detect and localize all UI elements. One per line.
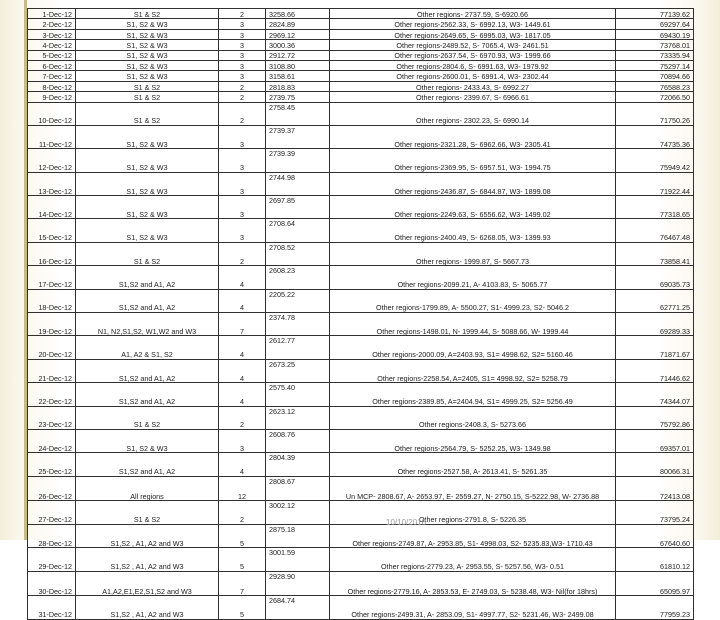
details-cell: Other regions-2249.63, S- 6556.62, W3- 1499.02 xyxy=(330,196,616,219)
max-value-cell: 2575.40 xyxy=(266,383,330,406)
max-value-cell: 2697.85 xyxy=(266,196,330,219)
total-cell: 72066.50 xyxy=(616,92,694,102)
total-cell: 67640.60 xyxy=(616,524,694,547)
table-row xyxy=(28,219,694,242)
table-row xyxy=(28,9,694,19)
date-cell: 29-Dec-12 xyxy=(28,548,76,571)
max-value-cell: 2818.83 xyxy=(266,81,330,91)
max-value-cell: 2205.22 xyxy=(266,289,330,312)
count-cell: 7 xyxy=(219,313,266,336)
total-cell: 70894.66 xyxy=(616,71,694,81)
date-cell: 23-Dec-12 xyxy=(28,406,76,429)
count-cell: 2 xyxy=(219,242,266,265)
max-value-cell: 3258.66 xyxy=(266,9,330,19)
regions-cell: S1, S2 & W3 xyxy=(76,19,219,29)
max-value-cell: 2673.25 xyxy=(266,359,330,382)
date-cell: 7-Dec-12 xyxy=(28,71,76,81)
table-row xyxy=(28,60,694,70)
table-row xyxy=(28,266,694,289)
max-value-cell: 2739.75 xyxy=(266,92,330,102)
details-cell: Other regions-2489.52, S- 7065.4, W3- 2461.51 xyxy=(330,40,616,50)
table-row xyxy=(28,19,694,29)
date-cell: 24-Dec-12 xyxy=(28,429,76,452)
date-cell: 2-Dec-12 xyxy=(28,19,76,29)
max-value-cell: 2739.37 xyxy=(266,125,330,148)
table-row xyxy=(28,453,694,476)
count-cell: 4 xyxy=(219,383,266,406)
max-value-cell: 3001.59 xyxy=(266,548,330,571)
count-cell: 5 xyxy=(219,596,266,619)
max-value-cell: 2875.18 xyxy=(266,524,330,547)
count-cell: 3 xyxy=(219,40,266,50)
total-cell: 77139.62 xyxy=(616,9,694,19)
total-cell: 75949.42 xyxy=(616,149,694,172)
table-row xyxy=(28,71,694,81)
regions-cell: S1,S2 and A1, A2 xyxy=(76,266,219,289)
details-cell: Other regions-2258.54, A=2405, S1= 4998.92, S2= 5258.79 xyxy=(330,359,616,382)
details-cell: Other regions-2804.6, S- 6991.63, W3- 1979.92 xyxy=(330,60,616,70)
regions-cell: S1, S2 & W3 xyxy=(76,429,219,452)
details-cell: Other regions-2099.21, A- 4103.83, S- 5065.77 xyxy=(330,266,616,289)
count-cell: 3 xyxy=(219,149,266,172)
date-cell: 28-Dec-12 xyxy=(28,524,76,547)
date-cell: 26-Dec-12 xyxy=(28,476,76,501)
total-cell: 74344.07 xyxy=(616,383,694,406)
date-cell: 31-Dec-12 xyxy=(28,596,76,619)
regions-cell: S1,S2 , A1, A2 and W3 xyxy=(76,524,219,547)
details-cell: Other regions-2369.95, S- 6957.51, W3- 1994.75 xyxy=(330,149,616,172)
regions-cell: S1,S2 and A1, A2 xyxy=(76,289,219,312)
details-cell: Other regions- 1999.87, S- 5667.73 xyxy=(330,242,616,265)
table-row xyxy=(28,50,694,60)
date-cell: 9-Dec-12 xyxy=(28,92,76,102)
details-cell: Other regions-1498.01, N- 1999.44, S- 5088.66, W- 1999.44 xyxy=(330,313,616,336)
date-cell: 22-Dec-12 xyxy=(28,383,76,406)
daily-data-table xyxy=(27,8,694,620)
date-cell: 5-Dec-12 xyxy=(28,50,76,60)
date-cell: 20-Dec-12 xyxy=(28,336,76,359)
regions-cell: All regions xyxy=(76,476,219,501)
date-cell: 14-Dec-12 xyxy=(28,196,76,219)
count-cell: 4 xyxy=(219,453,266,476)
regions-cell: S1, S2 & W3 xyxy=(76,196,219,219)
max-value-cell: 2612.77 xyxy=(266,336,330,359)
max-value-cell: 2912.72 xyxy=(266,50,330,60)
regions-cell: S1, S2 & W3 xyxy=(76,219,219,242)
details-cell: Other regions-2321.28, S- 6962.66, W3- 2305.41 xyxy=(330,125,616,148)
details-cell: Other regions-2779.23, A- 2953.55, S- 5257.56, W3- 0.51 xyxy=(330,548,616,571)
regions-cell: A1, A2 & S1, S2 xyxy=(76,336,219,359)
regions-cell: S1 & S2 xyxy=(76,102,219,125)
details-cell: Other regions- 2399.67, S- 6966.61 xyxy=(330,92,616,102)
date-cell: 11-Dec-12 xyxy=(28,125,76,148)
date-cell: 19-Dec-12 xyxy=(28,313,76,336)
details-cell: Other regions- 2737.59, S-6920.66 xyxy=(330,9,616,19)
count-cell: 2 xyxy=(219,501,266,524)
count-cell: 3 xyxy=(219,125,266,148)
date-cell: 13-Dec-12 xyxy=(28,172,76,195)
max-value-cell: 2374.78 xyxy=(266,313,330,336)
total-cell: 80066.31 xyxy=(616,453,694,476)
max-value-cell: 2623.12 xyxy=(266,406,330,429)
details-cell: Other regions-2400.49, S- 6268.05, W3- 1399.93 xyxy=(330,219,616,242)
details-cell: Other regions-2562.33, S- 6992.13, W3- 1449.61 xyxy=(330,19,616,29)
total-cell: 76588.23 xyxy=(616,81,694,91)
table-row xyxy=(28,548,694,571)
regions-cell: S1, S2 & W3 xyxy=(76,29,219,39)
total-cell: 61810.12 xyxy=(616,548,694,571)
regions-cell: S1,S2 , A1, A2 and W3 xyxy=(76,596,219,619)
count-cell: 3 xyxy=(219,50,266,60)
table-row xyxy=(28,359,694,382)
count-cell: 4 xyxy=(219,336,266,359)
total-cell: 71750.26 xyxy=(616,102,694,125)
regions-cell: S1 & S2 xyxy=(76,81,219,91)
table-row xyxy=(28,149,694,172)
date-cell: 8-Dec-12 xyxy=(28,81,76,91)
regions-cell: S1 & S2 xyxy=(76,501,219,524)
regions-cell: S1 & S2 xyxy=(76,242,219,265)
count-cell: 2 xyxy=(219,9,266,19)
details-cell: Other regions- 2302.23, S- 6990.14 xyxy=(330,102,616,125)
table-row xyxy=(28,313,694,336)
count-cell: 12 xyxy=(219,476,266,501)
details-cell: Other regions-2389.85, A=2404.94, S1= 4999.25, S2= 5256.49 xyxy=(330,383,616,406)
max-value-cell: 2708.52 xyxy=(266,242,330,265)
date-cell: 6-Dec-12 xyxy=(28,60,76,70)
regions-cell: S1, S2 & W3 xyxy=(76,60,219,70)
max-value-cell: 2744.98 xyxy=(266,172,330,195)
count-cell: 3 xyxy=(219,19,266,29)
table-row xyxy=(28,125,694,148)
count-cell: 5 xyxy=(219,524,266,547)
details-cell: Un MCP- 2808.67, A- 2653.97, E- 2559.27, N- 2750.15, S-5222.98, W- 2736.88 xyxy=(330,476,616,501)
details-cell: Other regions-2649.65, S- 6995.03, W3- 1817.05 xyxy=(330,29,616,39)
max-value-cell: 3108.80 xyxy=(266,60,330,70)
table-row xyxy=(28,29,694,39)
count-cell: 4 xyxy=(219,289,266,312)
regions-cell: S1, S2 & W3 xyxy=(76,71,219,81)
date-cell: 17-Dec-12 xyxy=(28,266,76,289)
table-row xyxy=(28,524,694,547)
count-cell: 3 xyxy=(219,196,266,219)
count-cell: 2 xyxy=(219,406,266,429)
count-cell: 3 xyxy=(219,219,266,242)
regions-cell: S1, S2 & W3 xyxy=(76,50,219,60)
max-value-cell: 2739.39 xyxy=(266,149,330,172)
table-row xyxy=(28,40,694,50)
table-row xyxy=(28,571,694,596)
total-cell: 69035.73 xyxy=(616,266,694,289)
table-row xyxy=(28,336,694,359)
table-row xyxy=(28,429,694,452)
table-row xyxy=(28,92,694,102)
count-cell: 7 xyxy=(219,571,266,596)
regions-cell: S1, S2 & W3 xyxy=(76,125,219,148)
total-cell: 73768.01 xyxy=(616,40,694,50)
details-cell: Other regions-2499.31, A- 2853.09, S1- 4997.77, S2- 5231.46, W3- 2499.08 xyxy=(330,596,616,619)
max-value-cell: 2608.76 xyxy=(266,429,330,452)
max-value-cell: 2928.90 xyxy=(266,571,330,596)
total-cell: 69297.64 xyxy=(616,19,694,29)
total-cell: 65095.97 xyxy=(616,571,694,596)
date-cell: 16-Dec-12 xyxy=(28,242,76,265)
total-cell: 72413.08 xyxy=(616,476,694,501)
total-cell: 77959.23 xyxy=(616,596,694,619)
details-cell: Other regions-1799.89, A- 5500.27, S1- 4999.23, S2- 5046.2 xyxy=(330,289,616,312)
total-cell: 71871.67 xyxy=(616,336,694,359)
max-value-cell: 2758.45 xyxy=(266,102,330,125)
details-cell: Other regions-2791.8, S- 5226.35 xyxy=(330,501,616,524)
max-value-cell: 2808.67 xyxy=(266,476,330,501)
details-cell: Other regions-2408.3, S- 5273.66 xyxy=(330,406,616,429)
regions-cell: S1, S2 & W3 xyxy=(76,149,219,172)
count-cell: 4 xyxy=(219,359,266,382)
table-row xyxy=(28,383,694,406)
total-cell: 75792.86 xyxy=(616,406,694,429)
date-cell: 1-Dec-12 xyxy=(28,9,76,19)
max-value-cell: 3002.12 xyxy=(266,501,330,524)
regions-cell: S1,S2 , A1, A2 and W3 xyxy=(76,548,219,571)
date-cell: 21-Dec-12 xyxy=(28,359,76,382)
regions-cell: S1, S2 & W3 xyxy=(76,172,219,195)
regions-cell: S1,S2 and A1, A2 xyxy=(76,453,219,476)
count-cell: 3 xyxy=(219,172,266,195)
date-cell: 4-Dec-12 xyxy=(28,40,76,50)
date-cell: 18-Dec-12 xyxy=(28,289,76,312)
max-value-cell: 2969.12 xyxy=(266,29,330,39)
details-cell: Other regions- 2433.43, S- 6992.27 xyxy=(330,81,616,91)
count-cell: 2 xyxy=(219,81,266,91)
max-value-cell: 2804.39 xyxy=(266,453,330,476)
count-cell: 2 xyxy=(219,92,266,102)
table-row xyxy=(28,406,694,429)
details-cell: Other regions-2749.87, A- 2953.85, S1- 4998.03, S2- 5235.83,W3- 1710.43 xyxy=(330,524,616,547)
table-row xyxy=(28,242,694,265)
table-row xyxy=(28,172,694,195)
date-cell: 15-Dec-12 xyxy=(28,219,76,242)
total-cell: 73335.94 xyxy=(616,50,694,60)
regions-cell: S1,S2 and A1, A2 xyxy=(76,383,219,406)
details-cell: Other regions-2527.58, A- 2613.41, S- 5261.35 xyxy=(330,453,616,476)
total-cell: 73795.24 xyxy=(616,501,694,524)
footer-date: 10/10/2018 xyxy=(386,518,427,527)
max-value-cell: 2708.64 xyxy=(266,219,330,242)
total-cell: 69289.33 xyxy=(616,313,694,336)
count-cell: 3 xyxy=(219,429,266,452)
date-cell: 27-Dec-12 xyxy=(28,501,76,524)
total-cell: 62771.25 xyxy=(616,289,694,312)
details-cell: Other regions-2600.01, S- 6991.4, W3- 2302.44 xyxy=(330,71,616,81)
date-cell: 3-Dec-12 xyxy=(28,29,76,39)
max-value-cell: 2608.23 xyxy=(266,266,330,289)
regions-cell: S1 & S2 xyxy=(76,92,219,102)
regions-cell: S1 & S2 xyxy=(76,406,219,429)
count-cell: 2 xyxy=(219,102,266,125)
count-cell: 4 xyxy=(219,266,266,289)
max-value-cell: 3000.36 xyxy=(266,40,330,50)
regions-cell: S1,S2 and A1, A2 xyxy=(76,359,219,382)
count-cell: 5 xyxy=(219,548,266,571)
table-body xyxy=(28,9,694,620)
total-cell: 69357.01 xyxy=(616,429,694,452)
date-cell: 30-Dec-12 xyxy=(28,571,76,596)
details-cell: Other regions-2000.09, A=2403.93, S1= 4998.62, S2= 5160.46 xyxy=(330,336,616,359)
total-cell: 74735.36 xyxy=(616,125,694,148)
details-cell: Other regions-2436.87, S- 6844.87, W3- 1899.08 xyxy=(330,172,616,195)
count-cell: 3 xyxy=(219,60,266,70)
details-cell: Other regions-2564.79, S- 5252.25, W3- 1349.98 xyxy=(330,429,616,452)
table-row xyxy=(28,289,694,312)
details-cell: Other regions-2637.54, S- 6970.93, W3- 1999.66 xyxy=(330,50,616,60)
total-cell: 77318.65 xyxy=(616,196,694,219)
regions-cell: S1 & S2 xyxy=(76,9,219,19)
total-cell: 71922.44 xyxy=(616,172,694,195)
table-row xyxy=(28,596,694,619)
total-cell: 71446.62 xyxy=(616,359,694,382)
table-row xyxy=(28,196,694,219)
count-cell: 3 xyxy=(219,71,266,81)
date-cell: 25-Dec-12 xyxy=(28,453,76,476)
total-cell: 76467.48 xyxy=(616,219,694,242)
total-cell: 69430.19 xyxy=(616,29,694,39)
details-cell: Other regions-2779.16, A- 2853.53, E- 2749.03, S- 5238.48, W3- Nil(for 18hrs) xyxy=(330,571,616,596)
max-value-cell: 3158.61 xyxy=(266,71,330,81)
max-value-cell: 2684.74 xyxy=(266,596,330,619)
total-cell: 75297.14 xyxy=(616,60,694,70)
table-row xyxy=(28,476,694,501)
regions-cell: S1, S2 & W3 xyxy=(76,40,219,50)
regions-cell: N1, N2,S1,S2, W1,W2 and W3 xyxy=(76,313,219,336)
max-value-cell: 2824.89 xyxy=(266,19,330,29)
regions-cell: A1,A2,E1,E2,S1,S2 and W3 xyxy=(76,571,219,596)
total-cell: 73858.41 xyxy=(616,242,694,265)
table-row xyxy=(28,102,694,125)
table-row xyxy=(28,81,694,91)
date-cell: 12-Dec-12 xyxy=(28,149,76,172)
table-row xyxy=(28,501,694,524)
count-cell: 3 xyxy=(219,29,266,39)
date-cell: 10-Dec-12 xyxy=(28,102,76,125)
